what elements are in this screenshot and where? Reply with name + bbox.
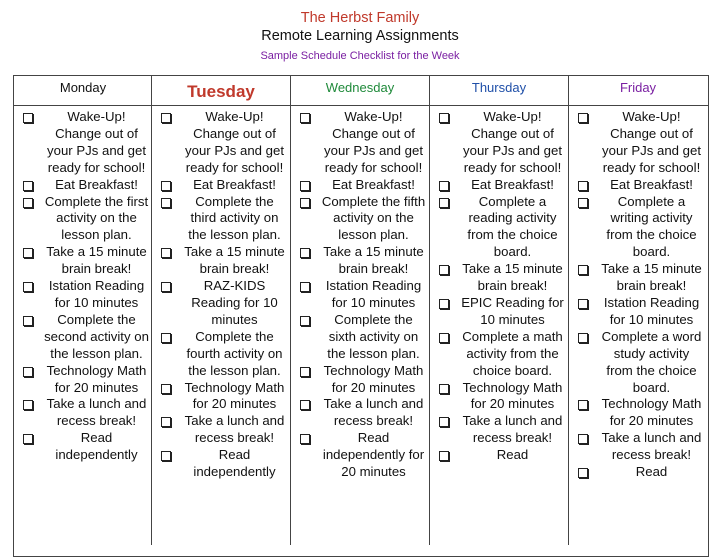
checklist-item-label: Technology Math for 20 minutes — [462, 379, 563, 412]
checklist-item[interactable] — [569, 464, 707, 481]
checklist-item-label: Complete the first activity on the lesson plan. — [44, 193, 149, 243]
checkbox-icon[interactable] — [578, 299, 588, 309]
checklist-item-label: Read — [635, 464, 668, 480]
checkbox-icon[interactable] — [578, 333, 588, 343]
checklist-item-label: RAZ-KIDS Reading for 10 minutes — [191, 278, 278, 327]
checklist-item[interactable] — [430, 329, 568, 380]
checklist-item-label: Eat Breakfast! — [610, 176, 693, 192]
checklist-item-label: Istation Reading for 10 minutes — [603, 294, 700, 327]
checkbox-icon[interactable] — [161, 451, 171, 461]
checkbox-icon[interactable] — [161, 181, 171, 191]
checklist-item[interactable] — [291, 430, 429, 481]
checkbox-icon[interactable] — [439, 198, 449, 208]
family-title: The Herbst Family — [300, 10, 420, 26]
checkbox-icon[interactable] — [578, 468, 588, 478]
checklist-item[interactable] — [152, 278, 290, 329]
checklist-item-label: Complete the fifth activity on the lesson plan. — [321, 193, 426, 243]
checklist-item[interactable] — [152, 177, 290, 194]
checklist-item-label: Complete a word study activity from the choice board. — [601, 328, 702, 395]
checklist-item-label: Technology Math for 20 minutes — [601, 396, 702, 429]
checklist-item[interactable] — [430, 261, 568, 295]
checklist-item-label: Read independently — [193, 447, 276, 480]
checklist-item-label: Take a 15 minute brain break! — [601, 261, 702, 294]
checklist-item[interactable] — [569, 396, 707, 430]
checklist-item-label: Wake-Up! Change out of your PJs and get ready for school! — [463, 109, 562, 175]
checklist-item[interactable] — [569, 430, 707, 464]
checklist-item[interactable] — [152, 244, 290, 278]
checklist-item-label: Complete the third activity on the lesson plan. — [188, 193, 281, 243]
checklist-thursday — [430, 109, 568, 464]
checkbox-icon[interactable] — [300, 282, 310, 292]
checklist-item[interactable] — [14, 244, 152, 278]
checkbox-icon[interactable] — [23, 434, 33, 444]
checkbox-icon[interactable] — [300, 248, 310, 258]
checklist-item[interactable] — [14, 312, 152, 363]
checklist-item-label: Complete the fourth activity on the lesson plan. — [186, 328, 283, 378]
checkbox-icon[interactable] — [300, 113, 310, 123]
checklist-item[interactable] — [14, 109, 152, 177]
checklist-item-label: Take a 15 minute brain break! — [184, 244, 285, 277]
checklist-item[interactable] — [291, 312, 429, 363]
checkbox-icon[interactable] — [578, 113, 588, 123]
checklist-item-label: Take a lunch and recess break! — [184, 413, 285, 446]
checklist-item-label: Eat Breakfast! — [55, 176, 138, 192]
checkbox-icon[interactable] — [161, 248, 171, 258]
checkbox-icon[interactable] — [161, 384, 171, 394]
checklist-item-label: Read — [496, 447, 529, 463]
checkbox-icon[interactable] — [578, 265, 588, 275]
checkbox-icon[interactable] — [161, 333, 171, 343]
checklist-item-label: Eat Breakfast! — [193, 176, 276, 192]
checkbox-icon[interactable] — [300, 400, 310, 410]
checklist-item-label: Take a lunch and recess break! — [46, 396, 147, 429]
checkbox-icon[interactable] — [578, 434, 588, 444]
page-subtitle: Sample Schedule Checklist for the Week — [260, 50, 460, 62]
checkbox-icon[interactable] — [578, 400, 588, 410]
checklist-item[interactable] — [430, 295, 568, 329]
checkbox-icon[interactable] — [578, 181, 588, 191]
checklist-item[interactable] — [291, 194, 429, 245]
checkbox-icon[interactable] — [161, 417, 171, 427]
checklist-item[interactable] — [14, 430, 152, 464]
checklist-item[interactable] — [430, 177, 568, 194]
checklist-item-label: Read independently for 20 minutes — [322, 430, 425, 480]
checklist-item-label: Take a 15 minute brain break! — [462, 261, 563, 294]
checklist-item[interactable] — [152, 329, 290, 380]
day-header-wednesday: Wednesday — [325, 80, 395, 95]
checklist-item[interactable] — [14, 396, 152, 430]
checklist-item-label: Take a lunch and recess break! — [323, 396, 424, 429]
checklist-item[interactable] — [152, 447, 290, 481]
checklist-item[interactable] — [14, 177, 152, 194]
checklist-item[interactable] — [291, 363, 429, 397]
checklist-item-label: Technology Math for 20 minutes — [184, 379, 285, 412]
checklist-item[interactable] — [14, 194, 152, 245]
checkbox-icon[interactable] — [439, 265, 449, 275]
checklist-item-label: Wake-Up! Change out of your PJs and get ready for school! — [602, 109, 701, 175]
checklist-monday — [14, 109, 152, 464]
checklist-item-label: Complete the second activity on the lesson plan. — [44, 311, 149, 361]
checklist-item[interactable] — [291, 177, 429, 194]
checklist-item-label: Complete a reading activity from the choice board. — [467, 193, 558, 260]
checkbox-icon[interactable] — [23, 282, 33, 292]
checkbox-icon[interactable] — [439, 451, 449, 461]
checklist-item[interactable] — [569, 295, 707, 329]
checkbox-icon[interactable] — [300, 198, 310, 208]
checkbox-icon[interactable] — [161, 282, 171, 292]
checklist-item[interactable] — [291, 396, 429, 430]
checklist-item[interactable] — [14, 363, 152, 397]
checklist-item[interactable] — [152, 194, 290, 245]
checklist-item[interactable] — [430, 380, 568, 414]
checkbox-icon[interactable] — [161, 113, 171, 123]
checkbox-icon[interactable] — [439, 113, 449, 123]
checkbox-icon[interactable] — [439, 417, 449, 427]
checkbox-icon[interactable] — [300, 367, 310, 377]
checklist-wednesday — [291, 109, 429, 481]
checkbox-icon[interactable] — [439, 333, 449, 343]
checkbox-icon[interactable] — [23, 316, 33, 326]
day-header-monday: Monday — [59, 80, 107, 95]
checklist-item[interactable] — [291, 109, 429, 177]
checklist-item[interactable] — [569, 194, 707, 262]
checklist-item-label: Technology Math for 20 minutes — [323, 362, 424, 395]
checklist-item[interactable] — [569, 109, 707, 177]
checklist-item[interactable] — [569, 329, 707, 397]
checklist-item-label: Wake-Up! Change out of your PJs and get ready for school! — [324, 109, 423, 175]
checkbox-icon[interactable] — [23, 113, 33, 123]
checklist-item-label: Eat Breakfast! — [332, 176, 415, 192]
checkbox-icon[interactable] — [439, 181, 449, 191]
checklist-item[interactable] — [430, 447, 568, 464]
checklist-item[interactable] — [152, 413, 290, 447]
checklist-friday — [569, 109, 707, 481]
checklist-item[interactable] — [569, 177, 707, 194]
checkbox-icon[interactable] — [300, 434, 310, 444]
checklist-tuesday — [152, 109, 290, 481]
checklist-item-label: Read independently — [55, 430, 138, 463]
checklist-item-label: Eat Breakfast! — [471, 176, 554, 192]
checklist-item[interactable] — [430, 413, 568, 447]
checklist-item-label: Take a lunch and recess break! — [462, 413, 563, 446]
checklist-item-label: Technology Math for 20 minutes — [46, 362, 147, 395]
checkbox-icon[interactable] — [300, 316, 310, 326]
checklist-item[interactable] — [152, 380, 290, 414]
day-header-tuesday: Tuesday — [187, 82, 255, 101]
checklist-item[interactable] — [291, 278, 429, 312]
checklist-item-label: Take a lunch and recess break! — [601, 430, 702, 463]
checklist-item[interactable] — [14, 278, 152, 312]
day-header-thursday: Thursday — [471, 80, 527, 95]
header-divider — [13, 105, 709, 106]
checkbox-icon[interactable] — [23, 400, 33, 410]
checkbox-icon[interactable] — [161, 198, 171, 208]
checklist-item-label: Wake-Up! Change out of your PJs and get ready for school! — [47, 109, 146, 175]
checklist-item-label: Take a 15 minute brain break! — [323, 244, 424, 277]
checkbox-icon[interactable] — [439, 384, 449, 394]
checklist-item-label: Take a 15 minute brain break! — [46, 244, 147, 277]
checkbox-icon[interactable] — [23, 367, 33, 377]
checklist-item-label: Istation Reading for 10 minutes — [48, 278, 145, 310]
checkbox-icon[interactable] — [578, 198, 588, 208]
checklist-item-label: Complete a writing activity from the choice board. — [606, 193, 697, 260]
day-header-friday: Friday — [619, 80, 657, 95]
checklist-item[interactable] — [430, 109, 568, 177]
checkbox-icon[interactable] — [23, 198, 33, 208]
checkbox-icon[interactable] — [23, 248, 33, 258]
checklist-item[interactable] — [291, 244, 429, 278]
checklist-item[interactable] — [152, 109, 290, 177]
checklist-item-label: Complete the sixth activity on the lesson plan. — [327, 311, 420, 361]
checklist-item-label: Complete a math activity from the choice board. — [462, 328, 563, 378]
checklist-item-label: EPIC Reading for 10 minutes — [461, 294, 564, 327]
document-header — [0, 10, 720, 64]
page-title: Remote Learning Assignments — [261, 28, 459, 44]
checkbox-icon[interactable] — [300, 181, 310, 191]
checklist-item[interactable] — [569, 261, 707, 295]
checklist-item-label: Wake-Up! Change out of your PJs and get ready for school! — [185, 109, 284, 175]
checklist-item[interactable] — [430, 194, 568, 262]
checkbox-icon[interactable] — [439, 299, 449, 309]
checkbox-icon[interactable] — [23, 181, 33, 191]
checklist-item-label: Istation Reading for 10 minutes — [325, 278, 422, 310]
